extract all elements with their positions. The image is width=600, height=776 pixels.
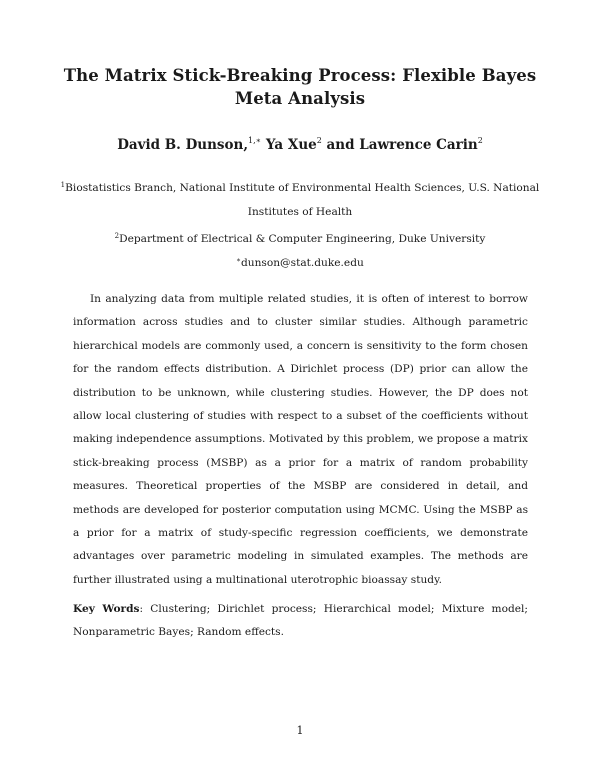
keywords-text: Clustering; Dirichlet process; Hierarchical model; Mixture model; Nonparametric Bayes; Random effects. — [73, 603, 528, 639]
title-line-2: Meta Analysis — [234, 89, 366, 108]
abstract: In analyzing data from multiple related studies, it is often of interest to borrow information across studies and to cluster similar studies. Although parametric hierarchical models are commonly used, a concern is sensitivity to the form chosen for the random effects distribution. A Dirichlet process (DP) prior can allow the distribution to be unknown, while clustering studies. However, the DP does not allow local clustering of studies with respect to a subset of the coefficients without making independence assumptions. Motivated by this problem, we propose a matrix stick-breaking process (MSBP) as a prior for a matrix of random probability measures. Theoretical properties of the MSBP are considered in detail, and methods are developed for posterior computation using MCMC. Using the MSBP as a prior for a matrix of study-specific regression coefficients, we demonstrate advantages over parametric modeling in simulated examples. The methods are further illustrated using a multinational uterotrophic bioassay study. — [73, 293, 528, 586]
affiliation-2-text: Department of Electrical & Computer Engineering, Duke University — [119, 233, 486, 245]
keywords — [73, 598, 528, 645]
email-marker: ∗ — [236, 256, 241, 264]
affiliation-1-marker: 1 — [60, 181, 66, 189]
keywords-separator: : — [139, 603, 151, 615]
corresponding-email — [60, 251, 540, 275]
author-carin-affiliation-marker: 2 — [477, 136, 483, 145]
author-xue-affiliation-marker: 2 — [316, 136, 322, 145]
author-list — [60, 136, 540, 154]
author-carin: and Lawrence Carin — [321, 137, 478, 153]
keywords-label: Key Words — [73, 603, 140, 615]
author-dunson-affiliation-marker: 1,∗ — [248, 136, 262, 145]
affiliation-1 — [60, 176, 540, 224]
author-dunson: David B. Dunson, — [117, 137, 249, 153]
affiliation-2 — [60, 227, 540, 251]
affiliation-1-line-2: Institutes of Health — [247, 206, 353, 218]
page-number: 1 — [296, 724, 304, 737]
affiliation-1-line-1: Biostatistics Branch, National Institute of Environmental Health Sciences, U.S. National — [65, 182, 540, 194]
email-address: dunson@stat.duke.edu — [240, 257, 364, 269]
affiliation-2-marker: 2 — [114, 232, 120, 240]
author-xue: Ya Xue — [261, 137, 317, 153]
title-line-1: The Matrix Stick-Breaking Process: Flexible Bayes — [63, 66, 537, 85]
paper-title — [60, 64, 540, 110]
